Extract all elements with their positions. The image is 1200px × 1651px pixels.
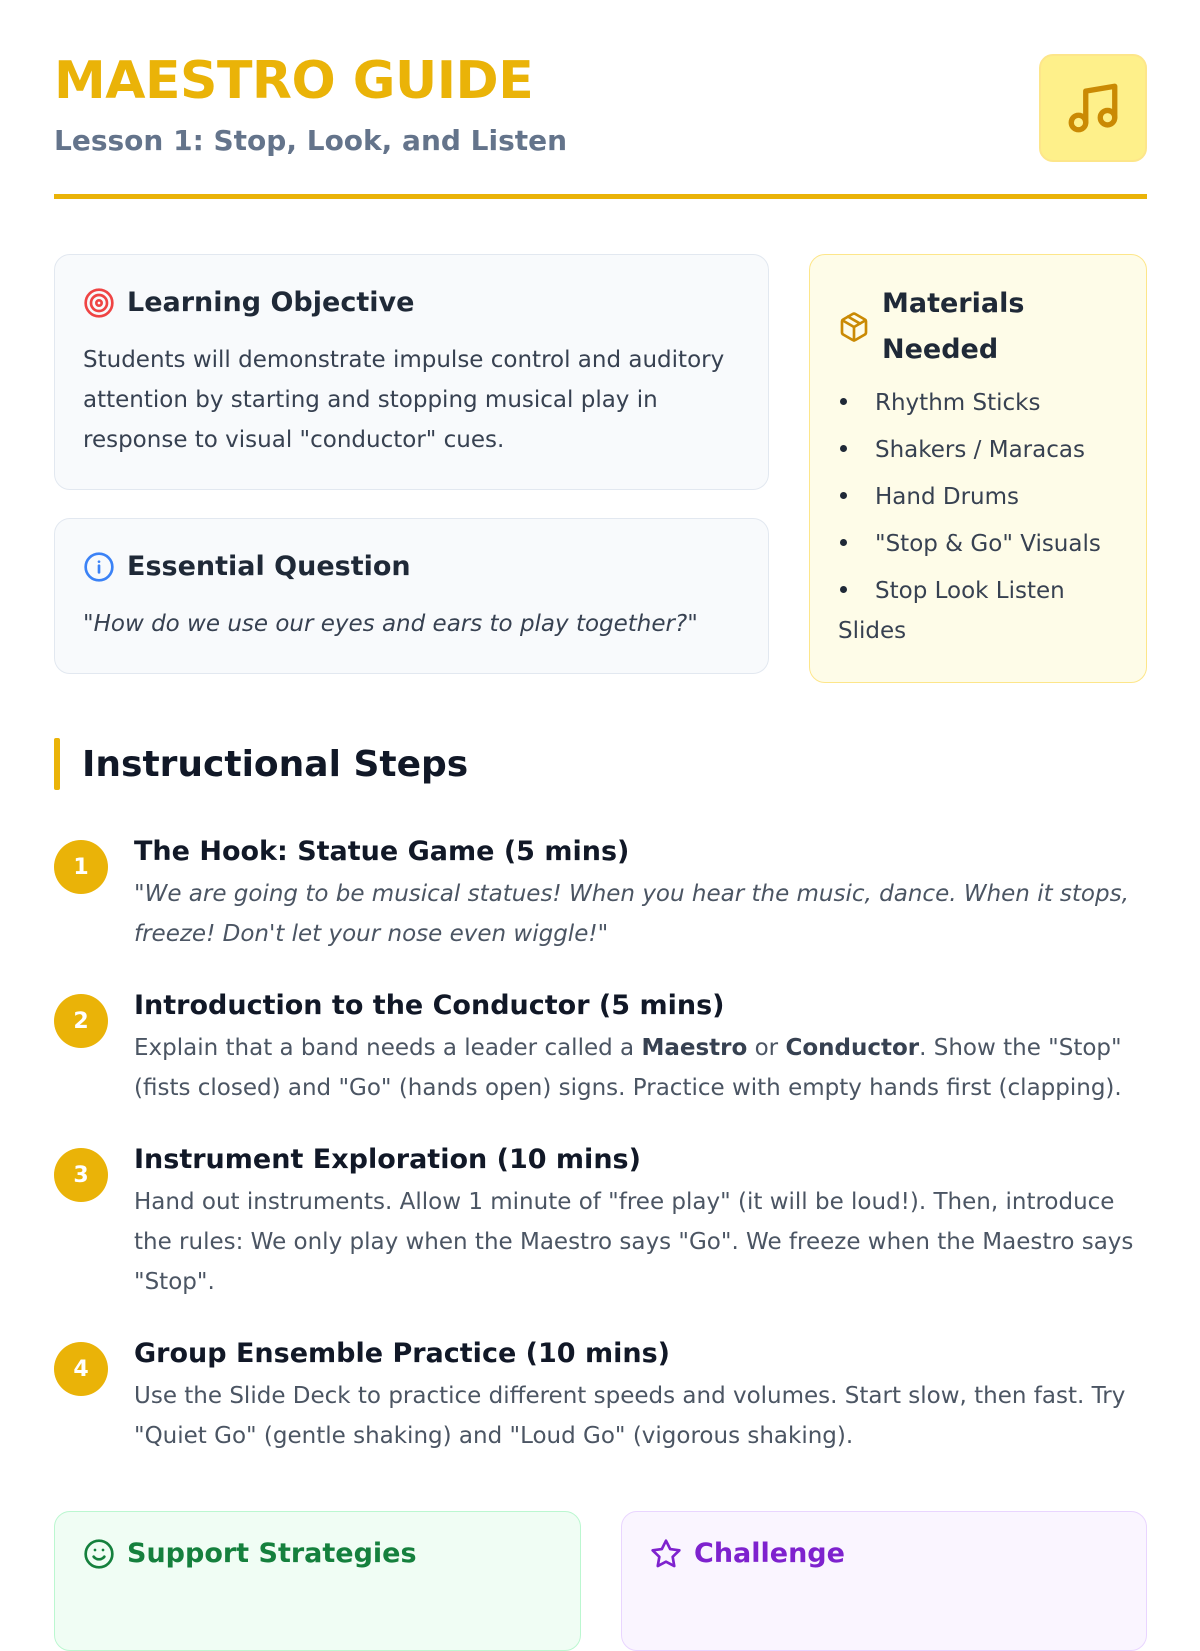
step-text: Hand out instruments. Allow 1 minute of "free play" (it will be loud!). Then, introduce the rules: We only play when the Maestro says "Go". We freeze when the Maestro says "Stop". <box>134 1189 1134 1295</box>
bullet <box>840 398 847 405</box>
instructional-steps-heading <box>54 738 468 790</box>
star-icon <box>650 1538 682 1570</box>
step-number-badge: 2 <box>54 994 108 1048</box>
list-item: Shakers / Maracas <box>838 430 1118 470</box>
essential-question-header <box>83 545 740 588</box>
materials-title: Materials Needed <box>882 288 1025 365</box>
box-icon <box>838 311 870 343</box>
step-content <box>134 984 1147 1108</box>
essential-question-text: "How do we use our eyes and ears to play together?" <box>83 611 698 638</box>
lesson-page <box>54 0 1147 1600</box>
smile-icon <box>83 1538 115 1570</box>
bullet <box>840 445 847 452</box>
step-text: Use the Slide Deck to practice different speeds and volumes. Start slow, then fast. Try "Quiet Go" (gentle shaking) and "Loud Go" (vigorous shaking). <box>134 1383 1126 1449</box>
essential-question-title: Essential Question <box>127 551 411 582</box>
info-icon <box>83 551 115 583</box>
step-title: The Hook: Statue Game (5 mins) <box>134 836 630 867</box>
step-text: Explain that a band needs a leader called a Maestro or Conductor. Show the "Stop" (fists closed) and "Go" (hands open) signs. Practice with empty hands first (clapping). <box>134 1035 1122 1101</box>
materials-card <box>809 254 1147 683</box>
materials-header <box>838 281 1118 373</box>
bullet <box>840 492 847 499</box>
support-strategies-card <box>54 1511 581 1651</box>
instructional-steps-title: Instructional Steps <box>82 743 469 785</box>
bullet <box>840 586 847 593</box>
page-title: MAESTRO GUIDE <box>54 51 534 111</box>
support-strategies-title: Support Strategies <box>127 1538 417 1569</box>
essential-question-card <box>54 518 769 674</box>
step-number-badge: 3 <box>54 1148 108 1202</box>
target-icon <box>83 287 115 319</box>
step-content <box>134 830 1147 954</box>
learning-objective-text: Students will demonstrate impulse control and auditory attention by starting and stopping musical play in response to visual "conductor" cues. <box>83 347 725 454</box>
step-number-badge: 1 <box>54 840 108 894</box>
learning-objective-title: Learning Objective <box>127 287 415 318</box>
learning-objective-card <box>54 254 769 490</box>
step-number-badge: 4 <box>54 1342 108 1396</box>
music-badge <box>1039 54 1147 162</box>
music-note-icon <box>1064 79 1122 137</box>
step-title: Introduction to the Conductor (5 mins) <box>134 990 725 1021</box>
bullet <box>840 539 847 546</box>
challenge-title: Challenge <box>694 1538 845 1569</box>
term-conductor: Conductor <box>785 1035 920 1061</box>
support-strategies-header <box>83 1532 552 1575</box>
header-divider <box>54 194 1147 199</box>
step-title: Instrument Exploration (10 mins) <box>134 1144 641 1175</box>
challenge-header <box>650 1532 1118 1575</box>
page-header <box>54 0 1147 200</box>
learning-objective-header <box>83 281 740 324</box>
page-subtitle: Lesson 1: Stop, Look, and Listen <box>54 124 568 157</box>
challenge-card <box>621 1511 1147 1651</box>
section-accent-bar <box>54 738 60 790</box>
list-item: Stop Look Listen Slides <box>838 578 1065 644</box>
list-item: Rhythm Sticks <box>838 383 1118 423</box>
step-content <box>134 1138 1147 1302</box>
step-text: "We are going to be musical statues! When you hear the music, dance. When it stops, freeze! Don't let your nose even wiggle!" <box>134 881 1129 947</box>
materials-list <box>838 383 1118 651</box>
step-content <box>134 1332 1147 1456</box>
list-item: Hand Drums <box>838 477 1118 517</box>
list-item: "Stop & Go" Visuals <box>838 524 1118 564</box>
term-maestro: Maestro <box>641 1035 748 1061</box>
step-title: Group Ensemble Practice (10 mins) <box>134 1338 670 1369</box>
